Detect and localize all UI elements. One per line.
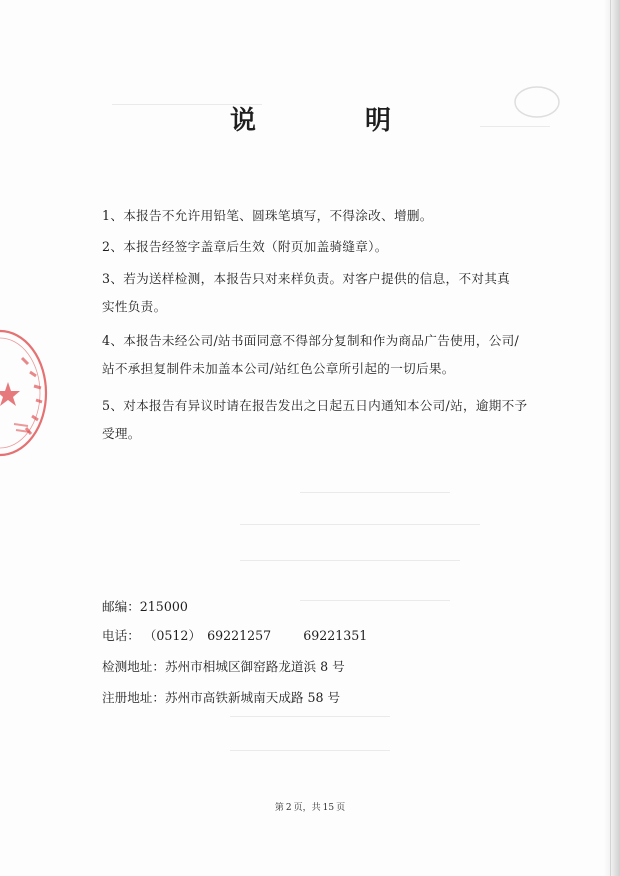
bleed-through-line: [300, 600, 450, 601]
clause-2: 2、本报告经签字盖章后生效（附页加盖骑缝章）。: [102, 239, 388, 254]
binding-edge-line: [610, 0, 611, 876]
clause-4: 4、本报告未经公司/站书面同意不得部分复制和作为商品广告使用，公司/站不承担复制件未加盖本公司/站红色公章所引起的一切后果。: [102, 333, 520, 376]
bleed-through-logo: [512, 84, 562, 120]
bleed-through-line: [480, 126, 550, 127]
postcode-line: [102, 597, 188, 617]
page-total: 15: [322, 803, 335, 813]
bleed-through-line: [230, 716, 390, 717]
page-suffix: 页: [336, 803, 346, 813]
test-address-label: 检测地址：: [102, 659, 165, 674]
binding-edge-shadow: [604, 0, 620, 876]
bleed-through-line: [240, 524, 480, 525]
phone-number-2: 69221351: [303, 628, 368, 643]
page-prefix: 第: [274, 803, 284, 813]
clause-1: 1、本报告不允许用铅笔、圆珠笔填写，不得涂改、增删。: [102, 208, 433, 223]
clause-5: 5、对本报告有异议时请在报告发出之日起五日内通知本公司/站，逾期不予受理。: [102, 398, 528, 441]
title-char-2: 明: [365, 106, 392, 136]
reg-address-line: [102, 688, 340, 708]
test-address-value: 苏州市相城区御窑路龙道浜 8 号: [164, 659, 345, 674]
bleed-through-line: [300, 492, 450, 493]
phone-label: 电话：: [102, 628, 140, 643]
red-seal-icon: [0, 328, 48, 458]
reg-address-value: 苏州市高铁新城南天成路 58 号: [164, 690, 341, 705]
title-char-1: 说: [230, 106, 257, 136]
phone-line: [102, 626, 367, 646]
clause-3: 3、若为送样检测，本报告只对来样负责。对客户提供的信息，不对其真实性负责。: [102, 271, 511, 314]
phone-area-code: （0512）: [143, 628, 202, 643]
page-current: 2: [285, 803, 292, 813]
postcode-label: 邮编：: [102, 599, 140, 614]
page-middle: 页，共: [293, 803, 321, 813]
page-number: [0, 800, 620, 813]
phone-number-1: 69221257: [207, 628, 272, 643]
postcode-value: 215000: [139, 599, 188, 614]
bleed-through-line: [240, 560, 460, 561]
reg-address-label: 注册地址：: [102, 690, 165, 705]
bleed-through-line: [230, 750, 390, 751]
test-address-line: [102, 657, 345, 677]
